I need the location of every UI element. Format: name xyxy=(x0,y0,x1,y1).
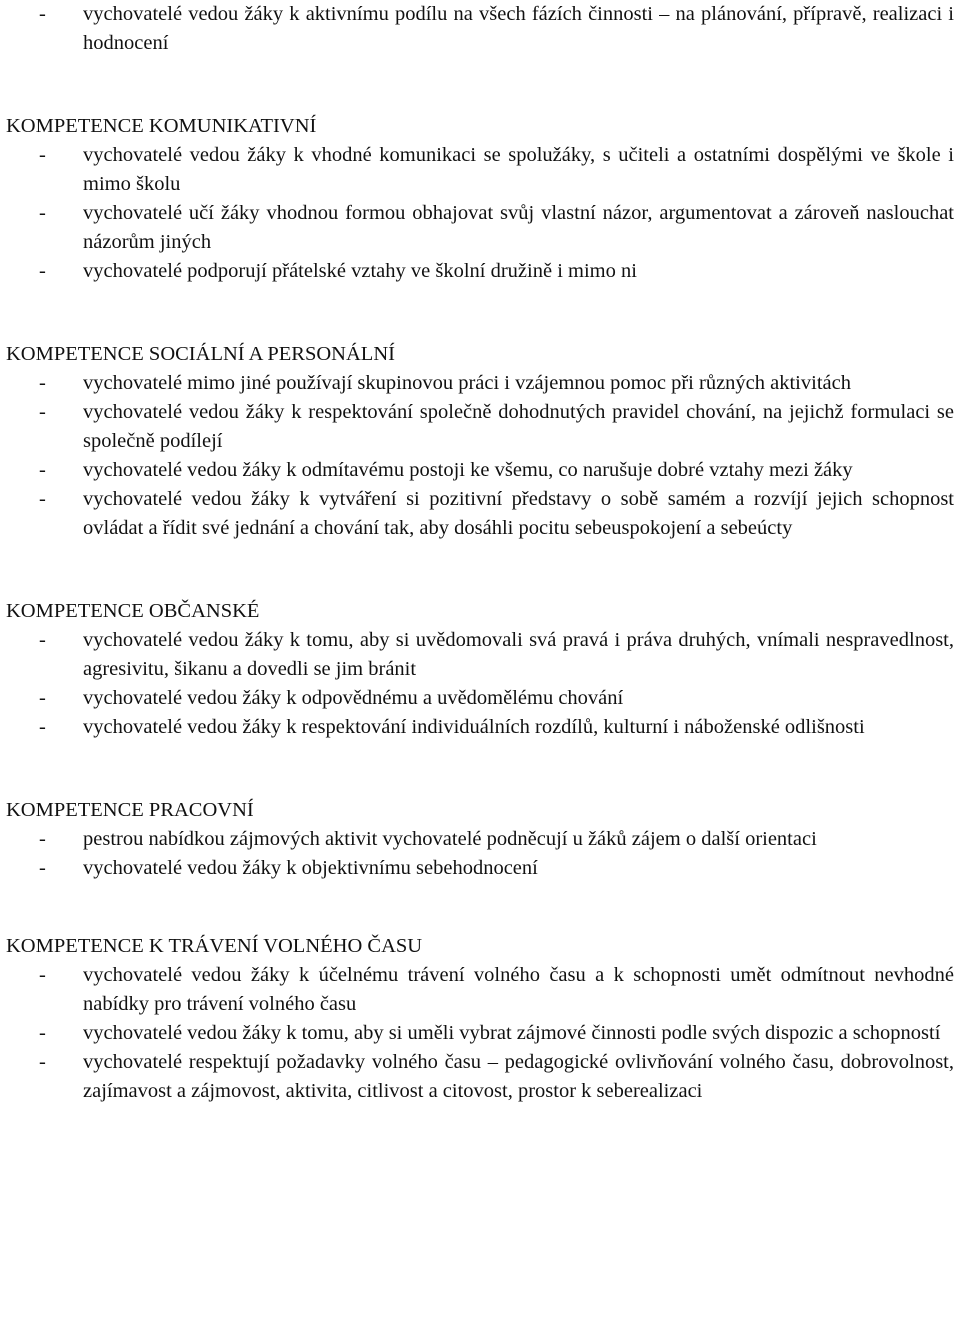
dash-bullet: - xyxy=(39,202,46,224)
list-item: - pestrou nabídkou zájmových aktivit vychovatelé podněcují u žáků zájem o další orientaci xyxy=(6,825,954,854)
list-item: - vychovatelé vedou žáky k odpovědnému a uvědomělému chování xyxy=(6,684,954,713)
section-communicative xyxy=(6,112,954,286)
list-item: - vychovatelé učí žáky vhodnou formou obhajovat svůj vlastní názor, argumentovat a zároveň naslouchat názorům jiných xyxy=(6,199,954,257)
spacer xyxy=(6,58,954,112)
list-item: - vychovatelé vedou žáky k odmítavému postoji ke všemu, co narušuje dobré vztahy mezi žáky xyxy=(6,456,954,485)
section-civic xyxy=(6,597,954,742)
dash-bullet: - xyxy=(39,716,46,738)
dash-bullet: - xyxy=(39,964,46,986)
list-item: - vychovatelé vedou žáky k tomu, aby si uměli vybrat zájmové činnosti podle svých dispozic a schopností xyxy=(6,1019,954,1048)
list-item: - vychovatelé respektují požadavky volného času – pedagogické ovlivňování volného času, dobrovolnost, zajímavost a zájmovost, aktivita, citlivost a citovost, prostor k seberealizaci xyxy=(6,1048,954,1106)
spacer xyxy=(6,742,954,796)
section-leisure xyxy=(6,932,954,1106)
section-work xyxy=(6,796,954,883)
dash-bullet: - xyxy=(39,488,46,510)
spacer xyxy=(6,883,954,932)
dash-bullet: - xyxy=(39,401,46,423)
dash-bullet: - xyxy=(39,687,46,709)
section-heading: KOMPETENCE SOCIÁLNÍ A PERSONÁLNÍ xyxy=(6,343,395,365)
dash-bullet: - xyxy=(39,3,46,25)
list-item: - vychovatelé vedou žáky k tomu, aby si uvědomovali svá pravá i práva druhých, vnímali nespravedlnost, agresivitu, šikanu a dovedli se jim bránit xyxy=(6,626,954,684)
section-heading: KOMPETENCE OBČANSKÉ xyxy=(6,600,260,622)
intro-section xyxy=(6,0,954,58)
dash-bullet: - xyxy=(39,857,46,879)
list-item: - vychovatelé mimo jiné používají skupinovou práci i vzájemnou pomoc při různých aktivitách xyxy=(6,369,954,398)
section-social xyxy=(6,340,954,543)
dash-bullet: - xyxy=(39,1051,46,1073)
section-heading: KOMPETENCE K TRÁVENÍ VOLNÉHO ČASU xyxy=(6,935,423,957)
dash-bullet: - xyxy=(39,1022,46,1044)
list-item: - vychovatelé vedou žáky k účelnému trávení volného času a k schopnosti umět odmítnout nevhodné nabídky pro trávení volného času xyxy=(6,961,954,1019)
list-item: - vychovatelé podporují přátelské vztahy ve školní družině i mimo ni xyxy=(6,257,954,286)
list-item: - vychovatelé vedou žáky k objektivnímu sebehodnocení xyxy=(6,854,954,883)
list-item: - vychovatelé vedou žáky k vhodné komunikaci se spolužáky, s učiteli a ostatními dospělými ve škole i mimo školu xyxy=(6,141,954,199)
dash-bullet: - xyxy=(39,372,46,394)
list-item: - vychovatelé vedou žáky k respektování individuálních rozdílů, kulturní i náboženské odlišnosti xyxy=(6,713,954,742)
list-item: - vychovatelé vedou žáky k vytváření si pozitivní představy o sobě samém a rozvíjí jejich schopnost ovládat a řídit své jednání a chování tak, aby dosáhli pocitu sebeuspokojení a sebeúcty xyxy=(6,485,954,543)
list-item: - vychovatelé vedou žáky k respektování společně dohodnutých pravidel chování, na jejichž formulaci se společně podílejí xyxy=(6,398,954,456)
dash-bullet: - xyxy=(39,144,46,166)
section-heading: KOMPETENCE PRACOVNÍ xyxy=(6,799,254,821)
dash-bullet: - xyxy=(39,260,46,282)
spacer xyxy=(6,543,954,597)
dash-bullet: - xyxy=(39,828,46,850)
section-heading: KOMPETENCE KOMUNIKATIVNÍ xyxy=(6,115,317,137)
dash-bullet: - xyxy=(39,629,46,651)
list-item: - vychovatelé vedou žáky k aktivnímu podílu na všech fázích činnosti – na plánování, přípravě, realizaci i hodnocení xyxy=(6,0,954,58)
dash-bullet: - xyxy=(39,459,46,481)
spacer xyxy=(6,286,954,340)
